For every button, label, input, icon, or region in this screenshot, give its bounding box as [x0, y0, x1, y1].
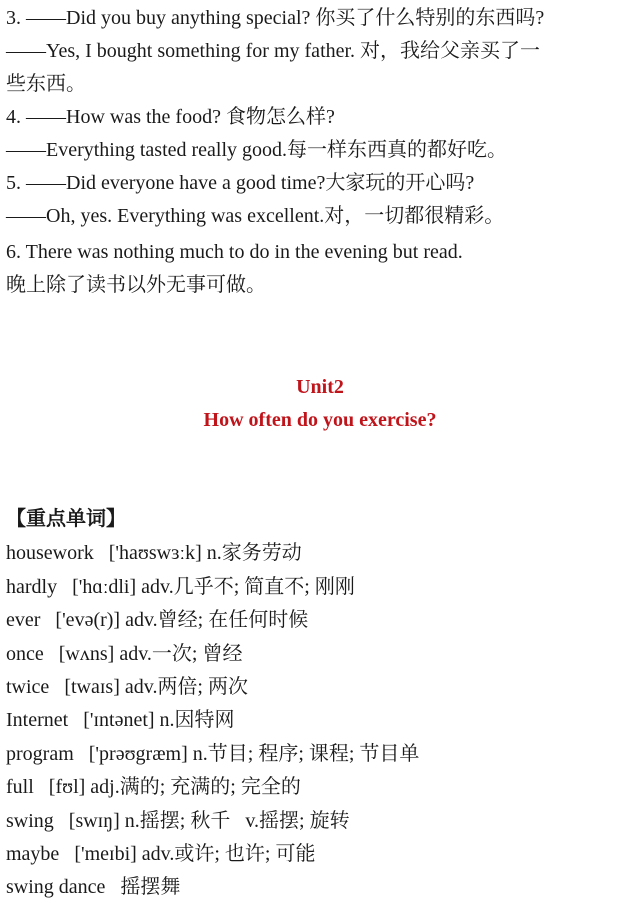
- vocab-meaning: n.摇摆; 秋千 v.摇摆; 旋转: [124, 810, 350, 832]
- dialogue-line: 6. There was nothing much to do in the evening but read.: [6, 241, 463, 263]
- vocab-word: housework: [6, 542, 94, 564]
- vocab-meaning: adv.两倍; 两次: [124, 676, 248, 698]
- vocab-phonetic: ['evə(r)]: [55, 609, 121, 631]
- vocab-meaning: adv.一次; 曾经: [119, 643, 243, 665]
- vocab-word: maybe: [6, 843, 60, 865]
- dialogue-line: 些东西。: [6, 73, 86, 95]
- vocab-row: [6, 673, 248, 701]
- vocab-word: once: [6, 643, 44, 665]
- vocab-word: swing: [6, 810, 54, 832]
- dialogue-line: 4. ——How was the food? 食物怎么样?: [6, 106, 335, 128]
- vocab-meaning: n.因特网: [159, 709, 235, 731]
- vocab-phonetic: [swɪŋ]: [68, 810, 120, 832]
- vocab-row: [6, 573, 355, 601]
- vocab-phonetic: [twaɪs]: [64, 676, 120, 698]
- vocab-meaning: 摇摆舞: [120, 876, 181, 898]
- vocab-row: [6, 773, 301, 801]
- vocab-row: [6, 840, 316, 868]
- vocab-word: Internet: [6, 709, 69, 731]
- vocab-word: hardly: [6, 576, 58, 598]
- vocab-row: [6, 740, 419, 768]
- vocab-meaning: adv.几乎不; 简直不; 刚刚: [141, 576, 355, 598]
- vocab-meaning: adv.曾经; 在任何时候: [125, 609, 309, 631]
- vocab-row: [6, 706, 235, 734]
- vocab-word: swing dance: [6, 876, 106, 898]
- section-heading: 【重点单词】: [6, 508, 126, 530]
- vocab-phonetic: ['meɪbi]: [74, 843, 137, 865]
- vocab-phonetic: ['prəʊgræm]: [88, 743, 188, 765]
- vocab-row: [6, 640, 242, 668]
- dialogue-line: ——Oh, yes. Everything was excellent.对，一切都很精彩。: [6, 205, 505, 227]
- dialogue-line: ——Everything tasted really good.每一样东西真的都好吃。: [6, 139, 508, 161]
- vocab-phonetic: [wʌns]: [58, 643, 115, 665]
- vocab-word: program: [6, 743, 74, 765]
- vocab-word: ever: [6, 609, 41, 631]
- dialogue-line: 晚上除了读书以外无事可做。: [6, 274, 266, 296]
- unit-title: Unit2: [296, 376, 344, 398]
- vocab-row: [6, 606, 308, 634]
- unit-subtitle: How often do you exercise?: [203, 409, 437, 431]
- vocab-phonetic: ['ɪntənet]: [83, 709, 155, 731]
- vocab-phonetic: ['haʊswɜːk]: [108, 542, 202, 564]
- dialogue-line: 3. ——Did you buy anything special? 你买了什么特别的东西吗?: [6, 7, 545, 29]
- vocab-meaning: adv.或许; 也许; 可能: [141, 843, 316, 865]
- vocab-row: [6, 539, 302, 567]
- vocab-meaning: adj.满的; 充满的; 完全的: [90, 776, 301, 798]
- vocab-row: [6, 807, 350, 835]
- vocab-meaning: n.节目; 程序; 课程; 节目单: [192, 743, 420, 765]
- dialogue-line: ——Yes, I bought something for my father. 对，我给父亲买了一: [6, 40, 541, 62]
- vocab-word: twice: [6, 676, 50, 698]
- vocab-word: full: [6, 776, 34, 798]
- vocab-phonetic: ['hɑːdli]: [72, 576, 137, 598]
- vocab-meaning: n.家务劳动: [206, 542, 302, 564]
- dialogue-line: 5. ——Did everyone have a good time?大家玩的开心吗?: [6, 172, 475, 194]
- vocab-phonetic: [fʊl]: [48, 776, 86, 798]
- vocab-row: [6, 873, 180, 901]
